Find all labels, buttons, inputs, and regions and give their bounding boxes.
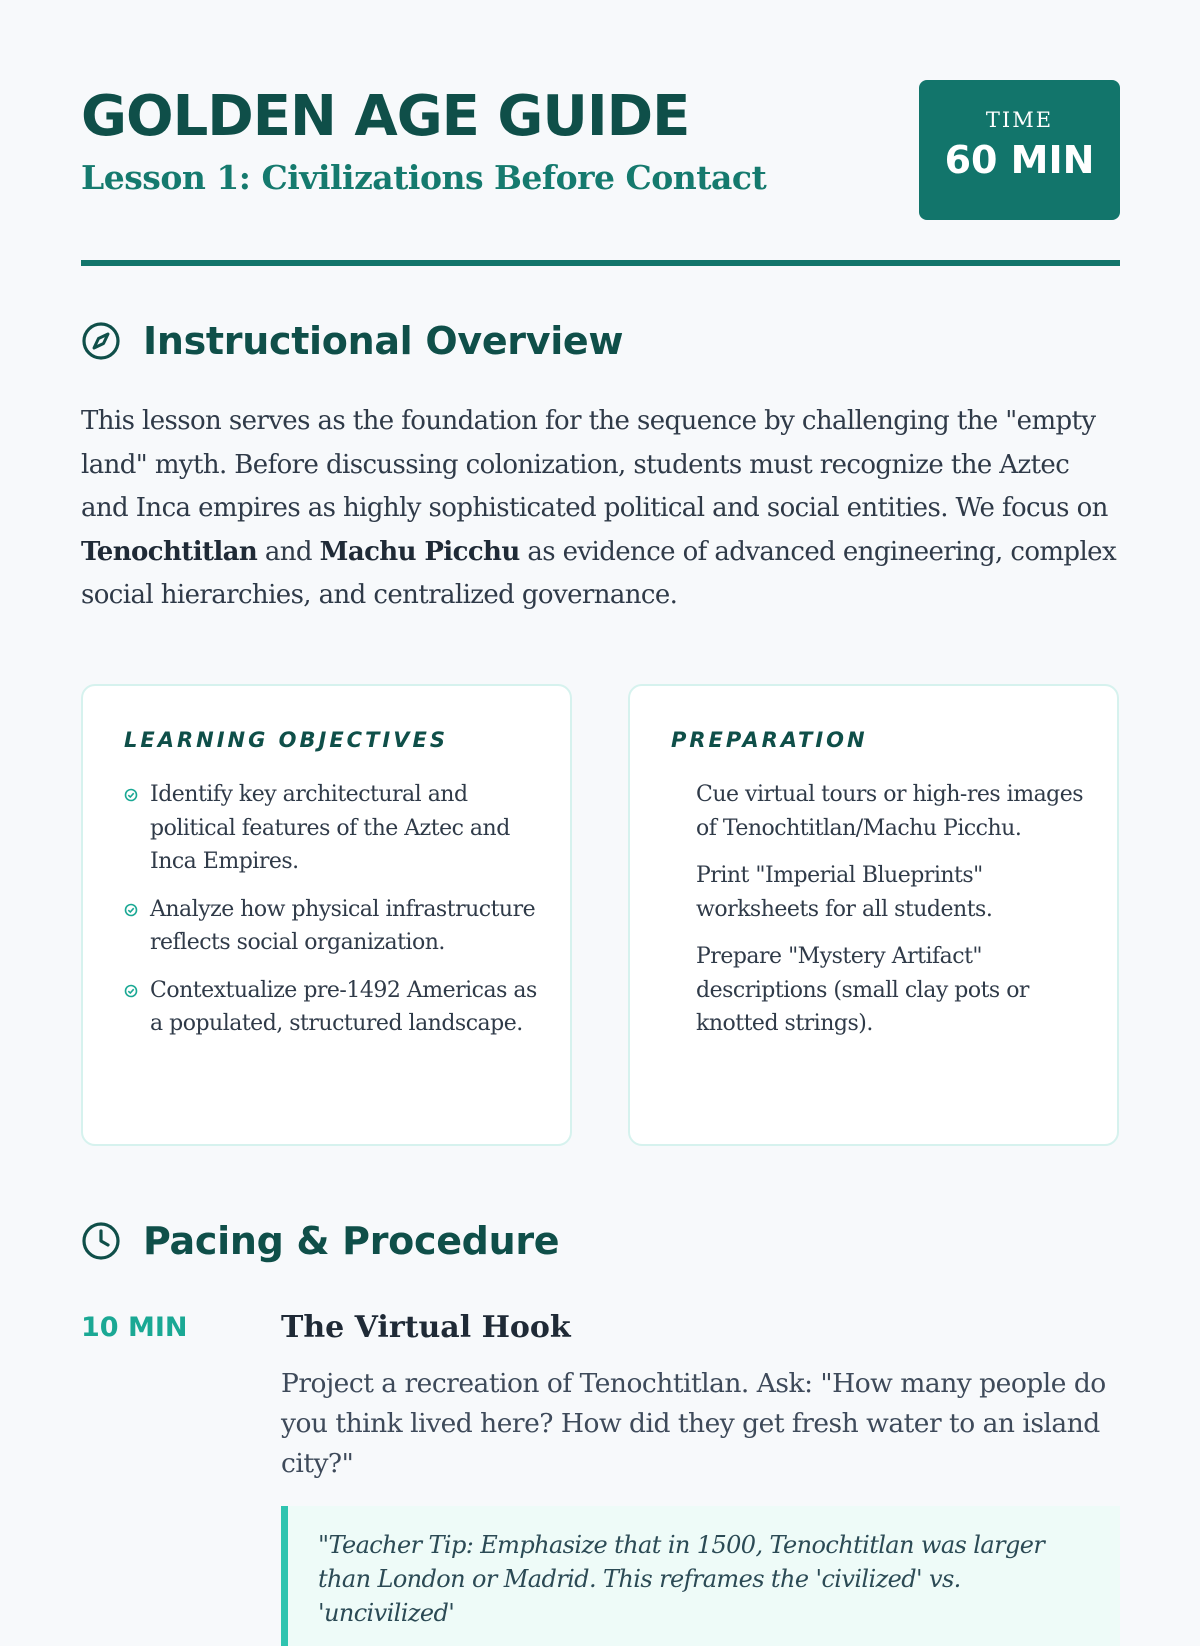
objective-text: Identify key architectural and political features of the Aztec and Inca Empires.: [150, 782, 510, 874]
page-title: GOLDEN AGE GUIDE: [81, 84, 690, 149]
objective-text: Contextualize pre-1492 Americas as a populated, structured landscape.: [150, 977, 537, 1036]
objective-text: Analyze how physical infrastructure reflects social organization.: [150, 896, 536, 955]
step-description: Project a recreation of Tenochtitlan. Ask: "How many people do you think lived here? How did they get fresh water to an island city?": [281, 1368, 1106, 1479]
preparation-title: PREPARATION: [671, 728, 868, 752]
preparation-text: Cue virtual tours or high-res images of Tenochtitlan/Machu Picchu.: [696, 782, 1084, 841]
overview-text: This lesson serves as the foundation for the sequence by challenging the "empty land" myth. Before discussing colonization, students must recognize the Aztec and Inca empires as highly sophisticated political and social entities. We focus on: [81, 406, 1108, 523]
clock-icon: [81, 1221, 121, 1261]
objectives-card: [81, 684, 572, 1146]
header-divider: [81, 260, 1120, 266]
check-circle-icon: [124, 984, 138, 998]
preparation-card: [628, 684, 1119, 1146]
preparation-text: Prepare "Mystery Artifact" descriptions (small clay pots or knotted strings).: [696, 944, 1029, 1036]
time-value: 60 MIN: [944, 138, 1095, 182]
overview-section-header: [81, 316, 623, 366]
overview-text: and: [257, 536, 320, 567]
step-title: The Virtual Hook: [281, 1310, 571, 1345]
teacher-tip: [281, 1506, 1120, 1646]
objectives-list: [124, 778, 544, 1055]
list-item: [671, 859, 1091, 926]
time-label: TIME: [985, 108, 1054, 132]
list-item: [124, 893, 544, 960]
overview-text: as evidence of advanced engineering, complex social hierarchies, and centralized governance.: [81, 536, 1117, 610]
overview-emphasis: Machu Picchu: [319, 536, 520, 567]
time-badge: [919, 80, 1120, 220]
list-item: [124, 974, 544, 1041]
overview-heading: Instructional Overview: [143, 319, 624, 363]
overview-emphasis: Tenochtitlan: [81, 536, 258, 567]
header: [81, 80, 1120, 220]
compass-icon: [81, 321, 121, 361]
list-item: [671, 778, 1091, 845]
check-circle-icon: [124, 788, 138, 802]
check-circle-icon: [124, 903, 138, 917]
pacing-section-header: [81, 1216, 559, 1266]
teacher-tip-text: "Teacher Tip: Emphasize that in 1500, Tenochtitlan was larger than London or Madrid. This reframes the 'civilized' vs. 'uncivilized': [318, 1531, 1045, 1627]
list-item: [671, 940, 1091, 1041]
preparation-text: Print "Imperial Blueprints" worksheets for all students.: [696, 863, 993, 922]
overview-paragraph: [81, 400, 1120, 618]
page-subtitle: Lesson 1: Civilizations Before Contact: [81, 158, 767, 197]
step-time: 10 MIN: [81, 1312, 188, 1343]
objectives-title: LEARNING OBJECTIVES: [124, 728, 448, 752]
preparation-list: [671, 778, 1091, 1055]
pacing-heading: Pacing & Procedure: [143, 1219, 560, 1263]
list-item: [124, 778, 544, 879]
